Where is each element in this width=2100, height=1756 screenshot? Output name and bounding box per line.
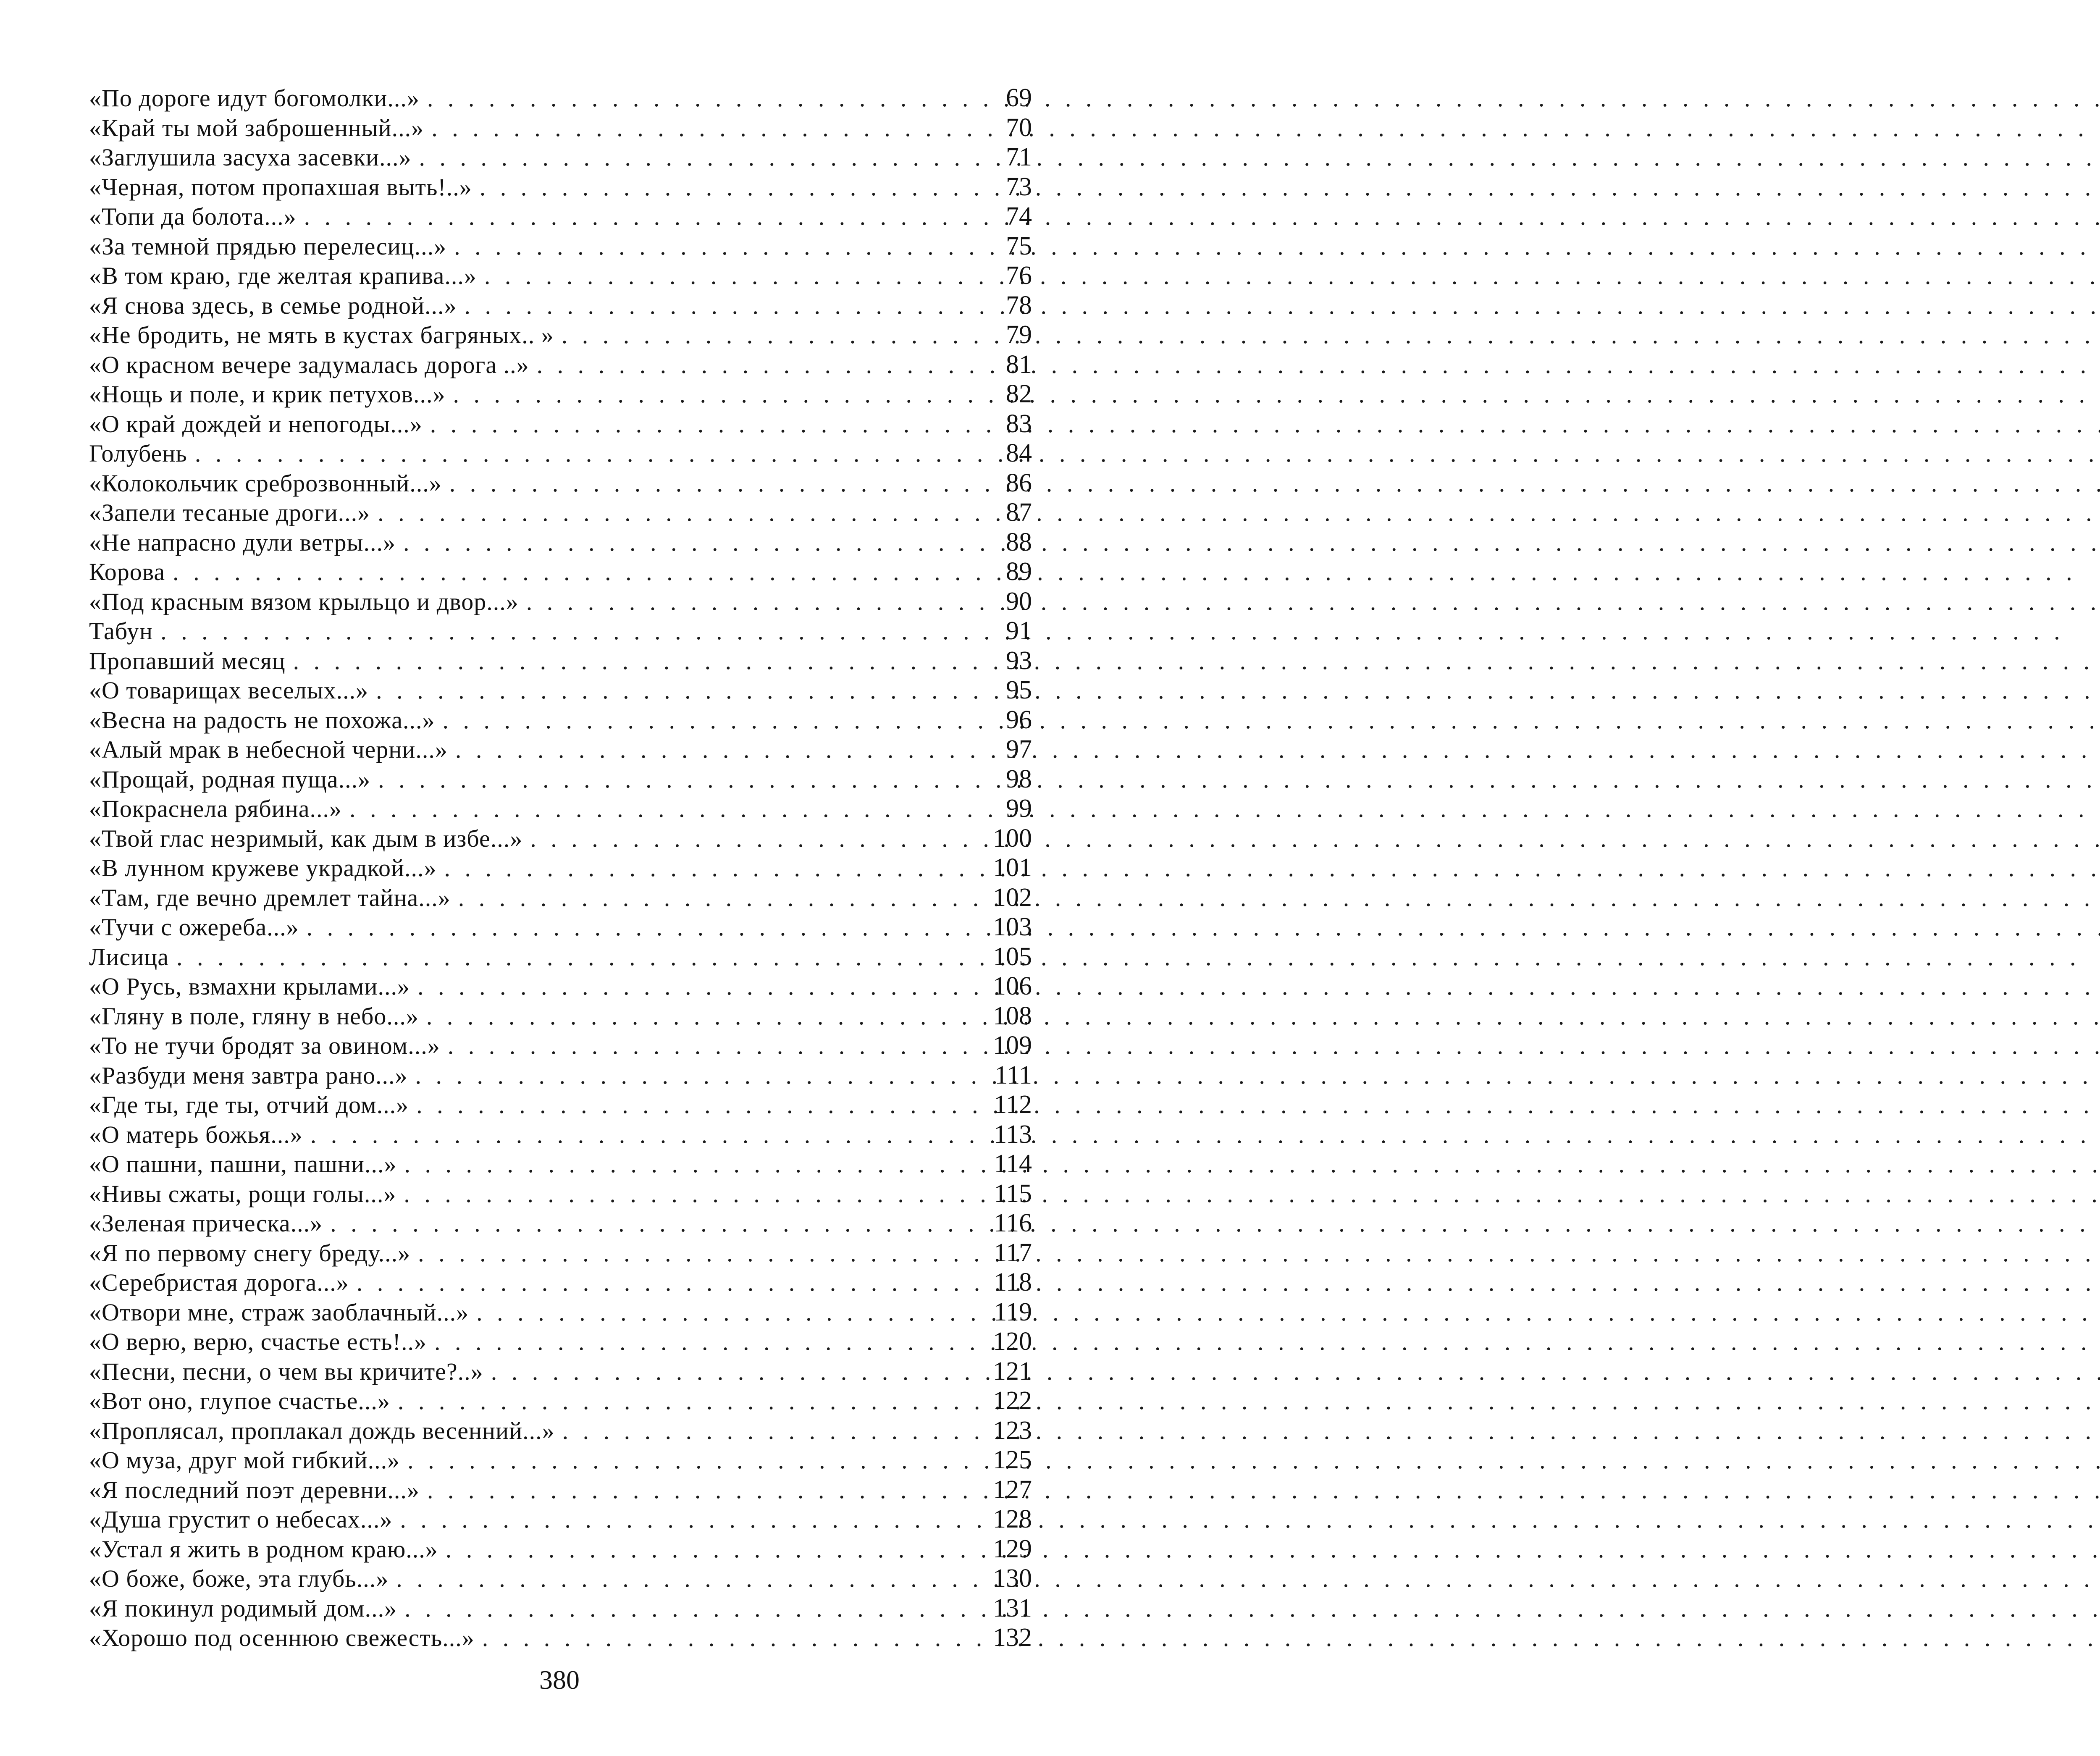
toc-entry-page: 95 [1006,676,1032,704]
toc-entry-title: «Колокольчик среброзвонный...» [89,469,442,497]
toc-entry-page: 131 [993,1593,1032,1622]
toc-entry-page: 93 [1006,646,1032,675]
toc-entry-title: «В том краю, где желтая крапива...» [89,262,477,289]
toc-dot-leader [430,409,967,439]
toc-entry [89,1564,1032,1593]
toc-entry-title: «В лунном кружеве украдкой...» [89,854,437,882]
toc-entry-page: 117 [994,1238,1032,1267]
toc-entry-title: «Отвори мне, страж заоблачный...» [89,1298,469,1326]
toc-entry-page: 127 [993,1475,1032,1504]
toc-entry [89,764,1032,794]
toc-dot-leader [349,794,967,824]
toc-entry-title: «Край ты мой заброшенный...» [89,114,424,142]
toc-dot-leader [530,824,967,854]
toc-dot-leader [562,320,967,350]
toc-entry [89,1593,1032,1623]
toc-dot-leader [464,291,967,321]
toc-dot-leader [378,498,967,528]
toc-entry-title: «Тучи с ожереба...» [89,913,299,941]
toc-entry-page: 113 [994,1120,1032,1149]
toc-entry-page: 132 [993,1623,1032,1652]
toc-dot-leader [404,1594,967,1624]
toc-entry-title: «Запели тесаные дроги...» [89,499,370,526]
toc-dot-leader [404,1179,967,1209]
toc-entry [89,942,1032,972]
toc-entry-page: 130 [993,1564,1032,1593]
toc-entry [89,971,1032,1001]
toc-entry-title: «Я снова здесь, в семье родной...» [89,291,457,319]
toc-entry-page: 114 [994,1150,1032,1178]
toc-dot-leader [307,913,967,942]
toc-entry-page: 79 [1006,320,1032,349]
toc-dot-leader [449,469,967,499]
toc-dot-leader [453,380,967,409]
toc-dot-leader [195,439,967,469]
toc-dot-leader [378,765,967,795]
toc-entry-page: 128 [993,1505,1032,1533]
toc-dot-leader [396,1564,967,1594]
toc-entry-title: «То не тучи бродят за овином...» [89,1032,440,1059]
toc-entry-page: 98 [1006,764,1032,793]
toc-entry-page: 129 [993,1534,1032,1563]
toc-entry-page: 106 [993,972,1032,1000]
toc-entry [89,1238,1032,1268]
toc-entry [89,1297,1032,1327]
toc-entry-page: 123 [993,1416,1032,1445]
page-number: 380 [539,1665,580,1695]
toc-entry-title: «О красном вечере задумалась дорога ..» [89,351,529,378]
toc-entry-title: «Устал я жить в родном краю...» [89,1535,438,1563]
toc-entry-page: 122 [993,1386,1032,1415]
toc-entry [89,1208,1032,1238]
toc-dot-leader [431,113,967,143]
toc-entry-page: 99 [1006,794,1032,823]
toc-entry-page: 73 [1006,172,1032,201]
toc-entry-page: 87 [1006,498,1032,527]
toc-dot-leader [398,1386,967,1416]
toc-entry-title: «О Русь, взмахни крылами...» [89,973,410,1000]
toc-entry [89,261,1032,291]
toc-entry-title: «Душа грустит о небесах...» [89,1506,393,1533]
toc-entry [89,705,1032,735]
toc-dot-leader [407,1446,967,1475]
toc-entry [89,675,1032,705]
toc-entry-title: «Не бродить, не мять в кустах багряных.. » [89,321,554,349]
toc-entry [89,1179,1032,1209]
toc-entry-page: 89 [1006,557,1032,586]
toc-dot-leader [426,1002,967,1032]
toc-entry [89,853,1032,883]
toc-entry-title: «Где ты, где ты, отчий дом...» [89,1091,409,1118]
toc-entry-title: «О муза, друг мой гибкий...» [89,1446,400,1474]
toc-dot-leader [310,1120,967,1150]
toc-entry-title: «Я по первому снегу бреду...» [89,1239,411,1267]
toc-dot-leader [400,1505,967,1535]
toc-dot-leader [537,350,967,380]
toc-entry-title: Корова [89,558,165,585]
toc-entry [89,1090,1032,1120]
toc-entry-page: 82 [1006,380,1032,408]
toc-entry-title: «Я последний поэт деревни...» [89,1476,420,1504]
toc-entry-page: 111 [995,1060,1032,1089]
toc-entry-page: 74 [1006,202,1032,231]
toc-entry-page: 71 [1006,143,1032,171]
toc-dot-leader [173,557,967,587]
toc-entry [89,883,1032,913]
toc-dot-leader [480,173,967,202]
toc-entry [89,528,1032,557]
toc-entry-page: 83 [1006,409,1032,438]
toc-entry [89,1623,1032,1653]
toc-dot-leader [448,1031,967,1061]
toc-dot-leader [330,1209,967,1239]
toc-entry-page: 121 [993,1357,1032,1386]
toc-dot-leader [419,143,967,173]
toc-dot-leader [404,1150,967,1179]
toc-entry [89,113,1032,143]
toc-dot-leader [160,617,967,646]
toc-entry [89,83,1032,113]
toc-dot-leader [526,587,967,617]
toc-entry-page: 105 [993,942,1032,971]
toc-entry-title: «Серебристая дорога...» [89,1269,349,1296]
toc-entry [89,1357,1032,1386]
toc-dot-leader [418,1239,967,1268]
toc-entry [89,1327,1032,1357]
toc-entry-title: «Весна на радость не похожа...» [89,706,435,734]
toc-dot-leader [357,1268,967,1298]
toc-dot-leader [562,1416,967,1446]
toc-entry [89,468,1032,498]
toc-entry-title: «Твой глас незримый, как дым в избе...» [89,824,523,852]
toc-entry-title: «Прощай, родная пуща...» [89,765,371,793]
toc-entry-title: «О боже, боже, эта глубь...» [89,1565,389,1592]
toc-entry-page: 116 [994,1209,1032,1237]
toc-entry-title: «Проплясал, проплакал дождь весенний...» [89,1417,555,1444]
toc-entry [89,616,1032,646]
toc-entry-page: 88 [1006,528,1032,556]
toc-entry [89,557,1032,587]
toc-dot-leader [455,735,967,765]
toc-entry-title: Лисица [89,943,169,971]
toc-entry [89,1060,1032,1090]
toc-entry [89,409,1032,439]
toc-dot-leader [427,84,967,113]
toc-entry [89,291,1032,320]
toc-entry-title: «Топи да болота...» [89,203,297,230]
toc-dot-leader [416,1090,967,1120]
toc-entry-title: «Нивы сжаты, рощи голы...» [89,1180,396,1207]
toc-entry-title: Голубень [89,440,187,467]
toc-entry-page: 109 [993,1031,1032,1060]
toc-entry [89,824,1032,853]
toc-dot-leader [403,528,967,558]
toc-entry-page: 75 [1006,231,1032,260]
toc-dot-leader [491,1357,967,1387]
toc-entry-page: 102 [993,883,1032,912]
toc-entry-title: «О матерь божья...» [89,1121,303,1148]
toc-entry [89,1504,1032,1534]
toc-dot-leader [434,1327,967,1357]
toc-entry-page: 81 [1006,350,1032,379]
toc-entry [89,1416,1032,1446]
toc-entry [89,1445,1032,1475]
toc-dot-leader [176,942,967,972]
toc-entry [89,142,1032,172]
toc-entry-page: 84 [1006,439,1032,467]
toc-entry [89,202,1032,231]
toc-entry-title: Пропавший месяц [89,647,286,675]
toc-entry [89,587,1032,617]
toc-entry-page: 112 [994,1090,1032,1119]
toc-entry-title: «Алый мрак в небесной черни...» [89,736,448,763]
toc-entry-title: «Под красным вязом крыльцо и двор...» [89,588,519,615]
toc-entry-page: 103 [993,913,1032,941]
toc-entry-page: 115 [994,1179,1032,1208]
toc-dot-leader [446,1535,967,1564]
toc-entry-title: «По дороге идут богомолки...» [89,84,420,112]
toc-dot-leader [427,1475,967,1505]
toc-entry-page: 76 [1006,261,1032,290]
toc-dot-leader [417,972,967,1002]
toc-dot-leader [484,261,967,291]
toc-entry-title: «Разбуди меня завтра рано...» [89,1061,408,1089]
toc-entry [89,379,1032,409]
toc-entry [89,646,1032,676]
table-of-contents [89,83,1032,1653]
toc-entry-title: «Гляну в поле, гляну в небо...» [89,1002,419,1030]
toc-entry-title: «Нощь и поле, и крик петухов...» [89,381,446,408]
toc-entry-page: 120 [993,1327,1032,1356]
toc-entry-page: 78 [1006,291,1032,320]
toc-entry [89,1534,1032,1564]
toc-entry-page: 100 [993,824,1032,853]
toc-entry-title: «Заглушила засуха засевки...» [89,144,412,171]
toc-entry-title: «За темной прядью перелесиц...» [89,232,447,260]
toc-entry-title: «Не напрасно дули ветры...» [89,528,396,556]
toc-entry-title: «Хорошо под осеннюю свежесть...» [89,1624,475,1651]
toc-entry [89,1386,1032,1416]
toc-entry-page: 101 [993,853,1032,882]
toc-entry [89,438,1032,468]
toc-entry-title: Табун [89,617,153,645]
toc-entry-title: «Покраснела рябина...» [89,795,342,822]
toc-entry-title: «Песни, песни, о чем вы кричите?..» [89,1357,483,1385]
toc-dot-leader [415,1061,967,1091]
toc-entry-page: 90 [1006,587,1032,616]
toc-entry-title: «О пашни, пашни, пашни...» [89,1150,397,1178]
toc-entry-page: 69 [1006,84,1032,112]
toc-entry [89,735,1032,764]
toc-dot-leader [304,202,967,232]
toc-entry-page: 108 [993,1001,1032,1030]
toc-entry [89,320,1032,350]
toc-entry [89,1268,1032,1297]
toc-entry [89,350,1032,380]
toc-dot-leader [458,883,967,913]
toc-entry [89,172,1032,202]
toc-dot-leader [454,232,967,262]
toc-entry-title: «О верю, верю, счастье есть!..» [89,1328,427,1355]
toc-entry [89,498,1032,528]
toc-entry [89,1001,1032,1031]
toc-entry-page: 91 [1006,617,1032,645]
toc-entry [89,1149,1032,1179]
toc-entry [89,1120,1032,1150]
toc-entry-page: 125 [993,1446,1032,1474]
toc-dot-leader [482,1623,967,1653]
toc-dot-leader [444,853,968,883]
toc-entry [89,1475,1032,1505]
toc-entry-page: 97 [1006,735,1032,764]
toc-entry [89,912,1032,942]
toc-entry-title: «Там, где вечно дремлет тайна...» [89,884,451,911]
toc-entry-page: 119 [994,1297,1032,1326]
toc-entry-title: «Я покинул родимый дом...» [89,1594,397,1622]
toc-dot-leader [476,1298,967,1328]
toc-entry-page: 86 [1006,468,1032,497]
toc-dot-leader [376,676,967,706]
toc-entry-title: «Вот оно, глупое счастье...» [89,1387,390,1415]
toc-entry-title: «Черная, потом пропахшая выть!..» [89,173,472,201]
toc-dot-leader [293,646,967,676]
toc-entry [89,1031,1032,1060]
toc-entry [89,231,1032,261]
toc-dot-leader [442,706,967,735]
toc-entry-page: 70 [1006,113,1032,142]
toc-entry-title: «О край дождей и непогоды...» [89,410,423,438]
toc-entry-page: 118 [994,1268,1032,1297]
toc-entry-title: «Зеленая прическа...» [89,1210,323,1237]
toc-entry [89,794,1032,824]
toc-entry-title: «О товарищах веселых...» [89,677,369,704]
toc-entry-page: 96 [1006,705,1032,734]
